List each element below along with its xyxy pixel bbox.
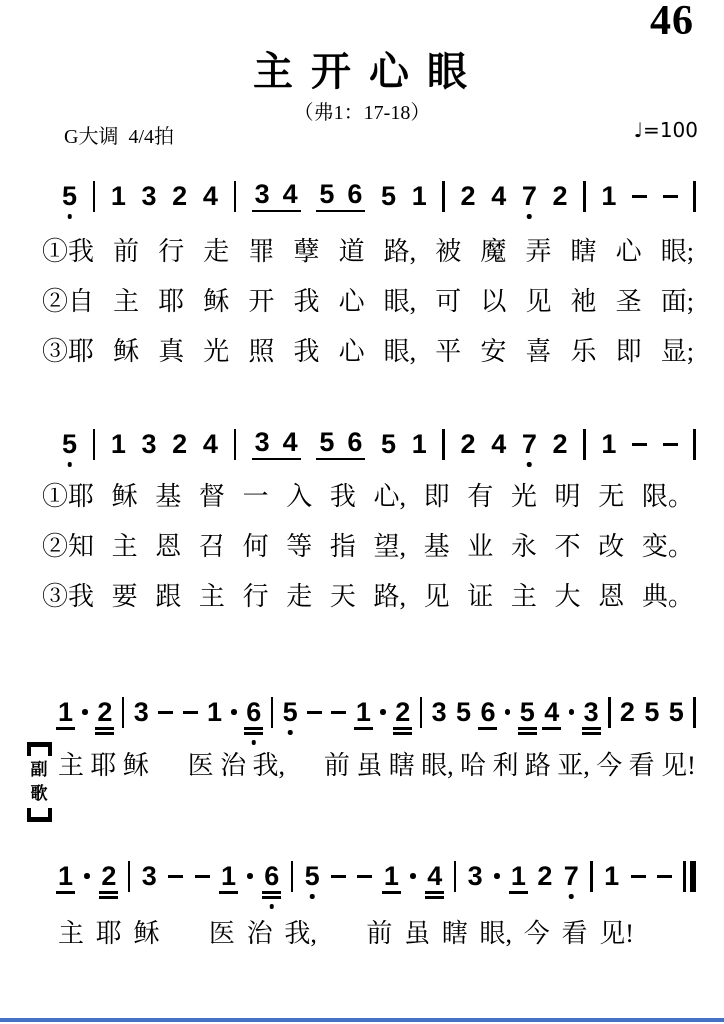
verse2-stanza2-lyrics (42, 533, 694, 562)
lyric-syllable: 照 (248, 337, 275, 366)
lyric-syllable: 前 (323, 751, 350, 780)
note: 2 (552, 180, 568, 211)
lyric-syllable: 心 (338, 287, 365, 316)
note: 5 (381, 428, 397, 459)
lyric-spacer (171, 920, 197, 949)
note: 1 (601, 428, 617, 459)
lyric-syllable: 虽 (404, 919, 431, 948)
lyric-syllable: 今 (523, 919, 550, 948)
lyric-syllable: 眼, (421, 751, 454, 780)
dash-note (357, 875, 372, 878)
lyric-syllable: 我 (329, 482, 356, 511)
barline (93, 181, 96, 212)
note: 6 (246, 699, 261, 726)
beamed-note-group: 5 6 (316, 429, 365, 460)
dash-note (168, 875, 183, 878)
note: 4 (491, 180, 507, 211)
lyric-syllable: 天 (329, 582, 356, 611)
bracket-bottom-icon (27, 808, 52, 822)
lyric-syllable: 光 (510, 482, 537, 511)
barline (608, 697, 611, 728)
verse1-stanza3-lyrics (42, 338, 694, 367)
dash-note (632, 443, 647, 446)
note: 4 (202, 428, 218, 459)
dash-note (632, 195, 647, 198)
note: 2 (101, 863, 116, 890)
lyric-syllable: 典。 (641, 582, 694, 611)
lyric-syllable: 有 (467, 482, 494, 511)
lyric-syllable: 明 (554, 482, 581, 511)
note: 3 (467, 860, 483, 891)
lyric-syllable: 道 (338, 237, 365, 266)
note: 2 (460, 180, 476, 211)
note: 1 (356, 699, 371, 726)
lyric-syllable: 医 (208, 919, 235, 948)
lyric-syllable: 证 (467, 582, 494, 611)
note: 4 (427, 863, 442, 890)
note: 3 (141, 180, 157, 211)
note: 5 (456, 696, 472, 727)
music-line-verse-2 (62, 426, 696, 462)
lyric-syllable: 永 (510, 532, 537, 561)
verse2-stanza1-lyrics (42, 483, 694, 512)
note: 5 (668, 696, 684, 727)
lyric-syllable: 瞎 (388, 751, 415, 780)
lyric-syllable: 面; (660, 287, 694, 316)
barline (693, 697, 696, 728)
lyric-syllable: 主 (58, 919, 85, 948)
lyric-syllable: 变。 (641, 532, 694, 561)
barline (693, 181, 696, 212)
note: 7 (522, 183, 537, 210)
augmentation-dot (247, 873, 253, 879)
lyric-syllable: 改 (598, 532, 625, 561)
note: 2 (172, 180, 188, 211)
lyric-syllable: 行 (242, 582, 269, 611)
note: 1 (221, 863, 236, 890)
lyric-syllable: 耶 (158, 287, 185, 316)
lyric-syllable: 督 (198, 482, 225, 511)
lyric-syllable: 魔 (480, 237, 507, 266)
lyric-syllable: 即 (615, 337, 642, 366)
note: 2 (619, 696, 635, 727)
lyric-syllable: 等 (286, 532, 313, 561)
lyric-syllable: 恩 (155, 532, 182, 561)
lyric-syllable: 业 (467, 532, 494, 561)
lyric-syllable: 眼; (660, 237, 694, 266)
lyric-syllable: 走 (286, 582, 313, 611)
lyric-syllable: 大 (554, 582, 581, 611)
barline (128, 861, 131, 892)
lyric-syllable: 我 (293, 287, 320, 316)
lyric-syllable: 开 (248, 287, 275, 316)
lyric-syllable: 可 (435, 287, 462, 316)
lyric-syllable: ①耶 (42, 482, 95, 511)
lyric-syllable: 前 (366, 919, 393, 948)
lyric-syllable: 瞎 (570, 237, 597, 266)
lyric-syllable: 指 (329, 532, 356, 561)
lyric-syllable: ②知 (42, 532, 95, 561)
dash-note (331, 711, 346, 714)
lyric-syllable: 召 (198, 532, 225, 561)
lyric-syllable: 医 (187, 751, 214, 780)
lyric-syllable: 入 (286, 482, 313, 511)
lyric-syllable: 眼, (383, 337, 417, 366)
note: 5 (520, 699, 535, 726)
barline (583, 181, 586, 212)
dash-note (657, 875, 672, 878)
lyric-syllable: 稣 (133, 919, 160, 948)
augmentation-dot (231, 709, 237, 715)
lyric-syllable: 主 (113, 287, 140, 316)
barline (93, 429, 96, 460)
augmentation-dot (82, 709, 88, 715)
lyric-syllable: 治 (246, 919, 273, 948)
chorus2-lyrics (58, 920, 634, 949)
lyric-syllable: 利 (492, 751, 519, 780)
barline (122, 697, 125, 728)
note: 1 (58, 863, 73, 890)
note: 5 (381, 180, 397, 211)
lyric-syllable: 何 (242, 532, 269, 561)
barline (693, 429, 696, 460)
barline (442, 181, 445, 212)
note: 5 (644, 696, 660, 727)
lyric-syllable: 基 (423, 532, 450, 561)
barline (234, 429, 237, 460)
note: 3 (431, 696, 447, 727)
dash-note (307, 711, 322, 714)
note: 1 (110, 180, 126, 211)
note: 1 (604, 860, 620, 891)
lyric-syllable: 心, (373, 482, 406, 511)
lyric-syllable: ②自 (42, 287, 95, 316)
lyric-syllable: 主 (111, 532, 138, 561)
scripture-reference: （弗1：17-18） (293, 102, 431, 124)
verse2-stanza3-lyrics (42, 583, 694, 612)
dash-note (631, 875, 646, 878)
note: 3 (584, 699, 599, 726)
note: 2 (552, 428, 568, 459)
lyric-syllable: 眼, (479, 919, 513, 948)
lyric-syllable: 被 (435, 237, 462, 266)
dash-note (183, 711, 198, 714)
chorus-label-char-2: 歌 (30, 784, 48, 804)
lyric-syllable: 我, (284, 919, 317, 948)
beamed-note-group: 3 4 (252, 429, 301, 460)
barline (291, 861, 294, 892)
music-line-chorus-1 (58, 694, 696, 730)
lyric-syllable: 基 (155, 482, 182, 511)
barline (420, 697, 423, 728)
lyric-syllable: 喜 (525, 337, 552, 366)
lyric-syllable: 见 (423, 582, 450, 611)
barline (454, 861, 457, 892)
dash-note (195, 875, 210, 878)
lyric-syllable: 要 (111, 582, 138, 611)
note: 5 (283, 699, 298, 726)
lyric-syllable: 耶 (90, 751, 117, 780)
note: 4 (202, 180, 218, 211)
lyric-syllable: 路 (524, 751, 551, 780)
lyric-syllable: 稣 (111, 482, 138, 511)
barline (234, 181, 237, 212)
lyric-syllable: 见! (661, 751, 696, 780)
lyric-syllable: 看 (628, 751, 655, 780)
note: 2 (395, 699, 410, 726)
final-barline (683, 861, 696, 892)
barline (590, 861, 593, 892)
music-line-chorus-2 (58, 858, 696, 894)
note: 5 (62, 431, 77, 458)
verse1-stanza1-lyrics (42, 238, 694, 267)
note: 2 (97, 699, 112, 726)
note: 1 (411, 180, 427, 211)
lyric-spacer (329, 920, 355, 949)
lyric-syllable: 弄 (525, 237, 552, 266)
key-and-meter: G大调 4/4拍 (64, 126, 174, 148)
lyric-syllable: 行 (158, 237, 185, 266)
note: 3 (133, 696, 149, 727)
lyric-syllable: 路, (383, 237, 417, 266)
note: 6 (264, 863, 279, 890)
lyric-syllable: 跟 (155, 582, 182, 611)
lyric-syllable: 安 (480, 337, 507, 366)
note: 3 (141, 860, 157, 891)
note: 1 (384, 863, 399, 890)
lyric-syllable: 无 (598, 482, 625, 511)
note: 7 (564, 863, 579, 890)
music-line-verse-1 (62, 178, 696, 214)
lyric-syllable: ①我 (42, 237, 95, 266)
lyric-syllable: 看 (561, 919, 588, 948)
lyric-syllable: 光 (203, 337, 230, 366)
lyric-syllable: 路, (373, 582, 406, 611)
augmentation-dot (494, 873, 500, 879)
dash-note (663, 443, 678, 446)
lyric-syllable: 限。 (641, 482, 694, 511)
lyric-syllable: 走 (203, 237, 230, 266)
augmentation-dot (505, 709, 511, 715)
note: 7 (522, 431, 537, 458)
augmentation-dot (380, 709, 386, 715)
lyric-syllable: 瞎 (441, 919, 468, 948)
footer-divider-line (0, 1018, 724, 1022)
note: 4 (491, 428, 507, 459)
note: 1 (58, 699, 73, 726)
augmentation-dot (569, 709, 575, 715)
lyric-syllable: 今 (596, 751, 623, 780)
lyric-syllable: 稣 (122, 751, 149, 780)
lyric-syllable: 心 (338, 337, 365, 366)
chorus-label-char-1: 副 (30, 760, 48, 779)
lyric-syllable: 心 (615, 237, 642, 266)
lyric-syllable: 即 (423, 482, 450, 511)
lyric-syllable: 恩 (598, 582, 625, 611)
beamed-note-group: 3 4 (252, 181, 301, 212)
note: 1 (411, 428, 427, 459)
note: 2 (537, 860, 553, 891)
note: 4 (544, 699, 559, 726)
augmentation-dot (84, 873, 90, 879)
barline (271, 697, 274, 728)
lyric-syllable: 望, (373, 532, 406, 561)
lyric-syllable: 耶 (95, 919, 122, 948)
lyric-syllable: 亚, (557, 751, 590, 780)
tempo-marking: ♩=100 (633, 118, 698, 142)
lyric-syllable: 祂 (570, 287, 597, 316)
hymn-title: 主 开 心 眼 (253, 49, 471, 94)
note: 2 (460, 428, 476, 459)
chorus1-lyrics (58, 752, 696, 781)
lyric-syllable: 主 (58, 751, 85, 780)
note: 3 (141, 428, 157, 459)
note: 1 (511, 863, 526, 890)
barline (583, 429, 586, 460)
hymn-number: 46 (650, 0, 694, 44)
lyric-syllable: 稣 (203, 287, 230, 316)
note: 5 (62, 183, 77, 210)
lyric-syllable: 眼, (383, 287, 417, 316)
lyric-syllable: 孽 (293, 237, 320, 266)
note: 2 (172, 428, 188, 459)
lyric-syllable: ③我 (42, 582, 95, 611)
dash-note (663, 195, 678, 198)
note: 1 (601, 180, 617, 211)
lyric-syllable: 以 (480, 287, 507, 316)
lyric-syllable: 主 (510, 582, 537, 611)
verse1-stanza2-lyrics (42, 288, 694, 317)
lyric-syllable: 主 (198, 582, 225, 611)
lyric-syllable: 前 (113, 237, 140, 266)
dash-note (331, 875, 346, 878)
bracket-top-icon (27, 742, 52, 756)
lyric-syllable: 一 (242, 482, 269, 511)
lyric-syllable: 平 (435, 337, 462, 366)
note: 1 (110, 428, 126, 459)
lyric-spacer (291, 752, 317, 781)
barline (442, 429, 445, 460)
lyric-syllable: 真 (158, 337, 185, 366)
lyric-syllable: 罪 (248, 237, 275, 266)
lyric-syllable: 治 (220, 751, 247, 780)
lyric-syllable: 显; (660, 337, 694, 366)
lyric-spacer (155, 752, 181, 781)
note: 5 (305, 863, 320, 890)
lyric-syllable: 我, (252, 751, 286, 780)
lyric-syllable: 圣 (615, 287, 642, 316)
augmentation-dot (410, 873, 416, 879)
lyric-syllable: 见 (525, 287, 552, 316)
lyric-syllable: ③耶 (42, 337, 95, 366)
lyric-syllable: 乐 (570, 337, 597, 366)
note: 6 (480, 699, 495, 726)
dash-note (158, 711, 173, 714)
lyric-syllable: 稣 (113, 337, 140, 366)
lyric-syllable: 不 (554, 532, 581, 561)
chorus-section-bracket (26, 742, 52, 822)
lyric-syllable: 哈 (460, 751, 487, 780)
note: 1 (206, 696, 222, 727)
lyric-syllable: 见! (599, 919, 634, 948)
lyric-syllable: 虽 (356, 751, 383, 780)
lyric-syllable: 我 (293, 337, 320, 366)
beamed-note-group: 5 6 (316, 181, 365, 212)
